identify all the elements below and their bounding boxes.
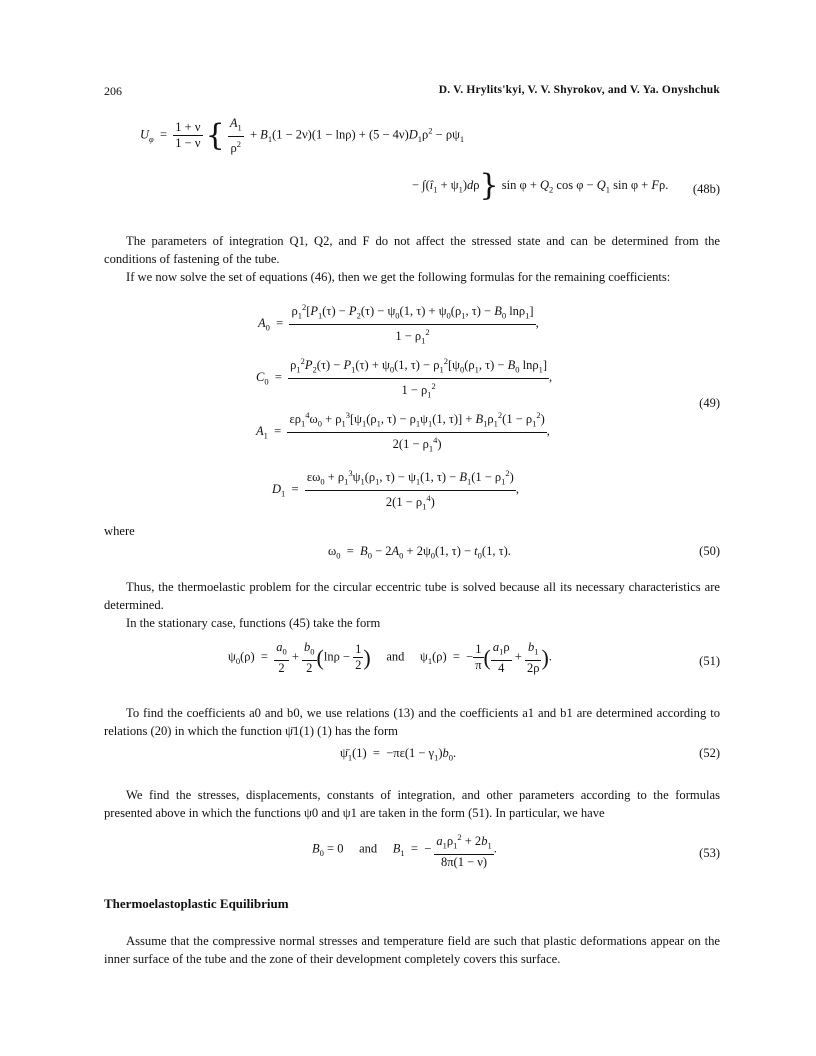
equation-49-A1: $A_1$ = $\frac{\varepsilon\rho_1^4\omega_0 + \rho_1^3[\psi_1(\rho_1, \tau) - \rho_1\psi_1(1, \tau)] + B_1\rho_1^2(1 - \rho_1^2)}{2(1 - \rho_1^4)}$ , [256, 410, 550, 454]
equation-51-label: (51) [699, 654, 720, 668]
equation-53: $B_0 = 0$ and $B_1$ = − $\frac{a_1\rho_1^2 + 2b_1}{8\pi(1 - \nu)}$ . [312, 832, 497, 869]
equation-48b-line2: − $\int(î_1 + \psi_1)d\rho$} $\sin \varphi + Q_2$ $\cos \varphi - Q_1$ sin φ + Fρ. [412, 168, 669, 203]
section-heading: Thermoelastoplastic Equilibrium [104, 896, 289, 911]
equation-52: $\psī_1(1) = -\pi\varepsilon(1 - \gamma_1)b_0$. [340, 746, 457, 763]
equation-53-label: (53) [699, 846, 720, 860]
running-header-authors: D. V. Hrylits'kyi, V. V. Shyrokov, and V. Ya. Onyshchuk [438, 84, 720, 96]
equation-49-A0: $A_0$ = $\frac{\rho_1^2[P_1(\tau) - P_2(\tau) - \psi_0(1, \tau) + \psi_0(\rho_1, \tau) - B_0 \ln\rho_1]}{1 - \rho_1^2}$ , [258, 302, 539, 346]
paragraph-solve-equations: If we now solve the set of equations (46), then we get the following formulas for the remaining coefficients: [126, 270, 671, 284]
paragraph-find-stresses: We find the stresses, displacements, constants of integration, and other parameters according to the formulas presented above in which the functions ψ0 and ψ1 are taken in the form (51). In particular, we have [104, 788, 720, 820]
equation-49-label: (49) [699, 396, 720, 410]
equation-50: $\omega_0 = B_0 - 2A_0 + 2\psi_0(1$, $\tau) - t_0(1$, τ). [328, 544, 511, 561]
page-number: 206 [104, 84, 122, 98]
equation-52-label: (52) [699, 746, 720, 760]
equation-48b-label: (48b) [692, 182, 720, 196]
equation-49-C0: $C_0$ = $\frac{\rho_1^2P_2(\tau) - P_1(\tau) + \psi_0(1, \tau) - \rho_1^2[\psi_0(\rho_1, \tau) - B_0 \ln\rho_1]}{1 - \rho_1^2}$ , [256, 356, 553, 400]
equation-51: $\psi_0(\rho)$ = $\frac{a_0}{2}$ + $\frac{b_0}{2}$ (lnρ − $\frac{1}{2}$ ) and $\psi_1(\rho)$ = − $\frac{1}{\pi}$ ( $\frac{a_1\rho}{4}$ + $\frac{b_1}{2\rho}$ ). [228, 640, 552, 675]
paragraph-stationary-case: In the stationary case, functions (45) take the form [126, 616, 381, 630]
equation-50-label: (50) [699, 544, 720, 558]
equation-49-D1: $D_1$ = $\frac{\varepsilon\omega_0 + \rho_1^3\psi_1(\rho_1, \tau) - \psi_1(1, \tau) - B_1(1 - \rho_1^2)}{2(1 - \rho_1^4)}$ , [272, 468, 519, 512]
paragraph-where: where [104, 524, 135, 538]
paragraph-thermoelastic-solved: Thus, the thermoelastic problem for the circular eccentric tube is solved because all its necessary characteristics are determined. [104, 580, 720, 612]
paragraph-compressive-stresses: Assume that the compressive normal stresses and temperature field are such that plastic deformations appear on the inner surface of the tube and the zone of their development completely covers this surface. [104, 934, 720, 966]
paragraph-find-coefficients: To find the coefficients a0 and b0, we use relations (13) and the coefficients a1 and b1 are determined according to relations (20) in which the function ψ̄1(1) (1) has the form [104, 706, 720, 738]
paragraph-parameters: The parameters of integration Q1, Q2, and F do not affect the stressed state and can be determined from the conditions of fastening of the tube. [104, 234, 720, 266]
equation-48b-line1: $U_\varphi$ = $\frac{1 + \nu}{1 - \nu}$ { $\frac{A_1}{\rho^2}$ + $B_1(1 - 2\nu)(1 - \ln\rho) + (5 - 4\nu)D_1\rho^2 - \rho\psi_1$ [140, 116, 465, 155]
